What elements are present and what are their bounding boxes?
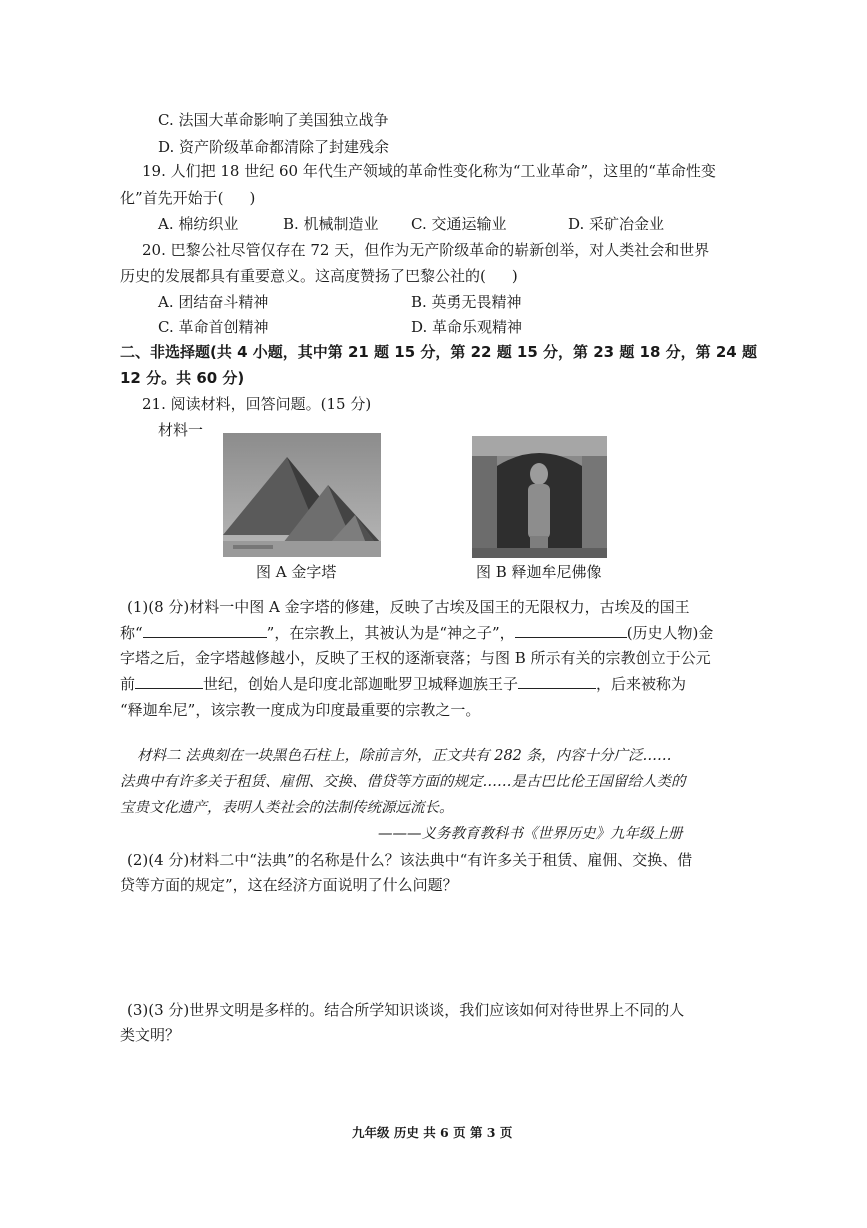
q20-option-c: C. 革命首创精神 (158, 318, 269, 336)
page-footer: 九年级 历史 共 6 页 第 3 页 (352, 1125, 513, 1140)
q21-part1-text-b: ”，在宗教上，其被认为是“神之子”， (266, 624, 515, 642)
q21-part2-line1: (2)(4 分)材料二中“法典”的名称是什么？该法典中“有许多关于租赁、雇佣、交换、借 (127, 851, 693, 869)
q21-part1-line2 (120, 623, 713, 643)
answer-blank-historical-figure[interactable] (515, 623, 627, 638)
figure-b-caption: 图 B 释迦牟尼佛像 (476, 563, 602, 581)
q21-part1-line3: 字塔之后，金字塔越修越小，反映了王权的逐渐衰落；与图 B 所示有关的宗教创立于公元 (120, 649, 711, 667)
q20-stem-line1: 20. 巴黎公社尽管仅存在 72 天，但作为无产阶级革命的崭新创举，对人类社会和世界 (142, 241, 710, 259)
figure-a-caption: 图 A 金字塔 (256, 563, 337, 581)
answer-blank-pharaoh-title[interactable] (143, 623, 267, 638)
q19-option-a: A. 棉纺织业 (158, 215, 239, 233)
section2-heading-line1: 二、非选择题(共 4 小题，其中第 21 题 15 分，第 22 题 15 分，第 23 题 18 分，第 24 题 (120, 343, 757, 361)
q21-part1-text-f: ，后来被称为 (596, 675, 687, 693)
q21-part1-text-a: 称“ (120, 624, 143, 642)
material2-line1: 材料二 法典刻在一块黑色石柱上，除前言外，正文共有 282 条，内容十分广泛…… (137, 748, 672, 764)
q19-option-d: D. 采矿冶金业 (568, 215, 665, 233)
q21-part3-line1: (3)(3 分)世界文明是多样的。结合所学知识谈谈，我们应该如何对待世界上不同的人 (127, 1001, 685, 1019)
material2-source: ———义务教育教科书《世界历史》九年级上册 (378, 826, 683, 842)
q20-option-a: A. 团结奋斗精神 (158, 293, 269, 311)
q21-part3-line2: 类文明？ (120, 1026, 181, 1044)
q19-stem-line1: 19. 人们把 18 世纪 60 年代生产领域的革命性变化称为“工业革命”，这里的“革命性变 (142, 162, 716, 180)
section2-heading-line2: 12 分。共 60 分) (120, 369, 245, 387)
q20-stem-line2 (120, 266, 518, 286)
material2-line2: 法典中有许多关于租赁、雇佣、交换、借贷等方面的规定……是古巴比伦王国留给人类的 (120, 774, 686, 790)
q20-option-d: D. 革命乐观精神 (411, 318, 523, 336)
q19-option-c: C. 交通运输业 (411, 215, 507, 233)
material1-label: 材料一 (158, 421, 204, 439)
answer-blank-prince-name[interactable] (518, 674, 596, 689)
q19-option-b: B. 机械制造业 (283, 215, 379, 233)
q21-part1-text-e: 世纪，创始人是印度北部迦毗罗卫城释迦族王子 (203, 675, 519, 693)
q21-part1-line5: “释迦牟尼”，该宗教一度成为印度最重要的宗教之一。 (120, 701, 481, 719)
q21-part1-text-d: 前 (120, 675, 136, 693)
q19-stem-line2 (120, 188, 255, 208)
q19-stem-close: ) (249, 189, 256, 207)
pyramid-photo (223, 433, 381, 557)
q18-option-d: D. 资产阶级革命都清除了封建残余 (158, 138, 390, 156)
q20-stem-text: 历史的发展都具有重要意义。这高度赞扬了巴黎公社的( (120, 267, 486, 285)
pyramid-illustration (223, 433, 381, 557)
q21-part1-line4 (120, 674, 686, 694)
q21-part2-line2: 贷等方面的规定”，这在经济方面说明了什么问题？ (120, 876, 458, 894)
buddha-statue-photo (472, 436, 607, 558)
q19-stem-text: 化”首先开始于( (120, 189, 224, 207)
q21-intro: 21. 阅读材料，回答问题。(15 分) (142, 395, 372, 413)
q20-option-b: B. 英勇无畏精神 (411, 293, 522, 311)
answer-blank-century[interactable] (135, 674, 203, 689)
q20-stem-close: ) (511, 267, 518, 285)
material2-line3: 宝贵文化遗产，表明人类社会的法制传统源远流长。 (120, 800, 454, 816)
q18-option-c: C. 法国大革命影响了美国独立战争 (158, 111, 389, 129)
q21-part1-text-c: (历史人物)金 (626, 624, 714, 642)
buddha-illustration (472, 436, 607, 558)
q21-part1-line1: (1)(8 分)材料一中图 A 金字塔的修建，反映了古埃及国王的无限权力，古埃及的国王 (127, 598, 690, 616)
